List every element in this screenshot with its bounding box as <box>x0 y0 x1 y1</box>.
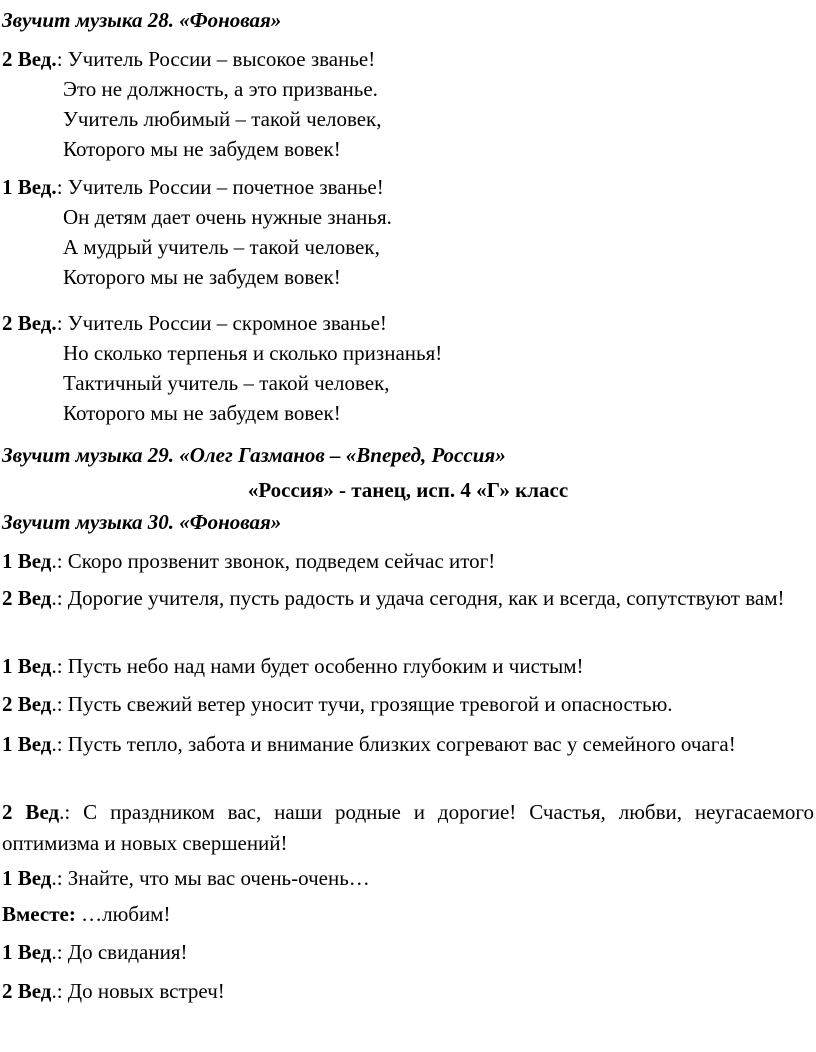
music-cue-30: Звучит музыка 30. «Фоновая» <box>2 510 282 534</box>
speaker-label: 2 Вед. <box>2 47 57 71</box>
speaker-label: 1 Вед. <box>2 175 57 199</box>
stanza-first-line <box>2 44 382 74</box>
dialogue-text: .: Пусть свежий ветер уносит тучи, грозящие тревогой и опасностью. <box>51 692 673 716</box>
dialogue-line <box>2 899 814 930</box>
dialogue-line <box>2 729 814 760</box>
dialogue-text: .: Пусть тепло, забота и внимание близких согревают вас у семейного очага! <box>51 732 736 756</box>
speaker-label: 2 Вед <box>2 692 52 716</box>
dialogue-line <box>2 797 814 859</box>
dialogue-text: .: До свидания! <box>51 940 188 964</box>
stanza-line-text: : Учитель России – почетное званье! <box>56 175 384 199</box>
dialogue-text: .: Скоро прозвенит звонок, подведем сейчас итог! <box>51 549 496 573</box>
stanza-line: Это не должность, а это призванье. <box>63 77 378 101</box>
dialogue-line <box>2 546 814 577</box>
dialogue-line <box>2 937 814 968</box>
dialogue-text: .: Знайте, что мы вас очень-очень… <box>51 866 370 890</box>
speaker-label: 2 Вед <box>2 586 52 610</box>
dialogue-line <box>2 689 814 720</box>
speaker-label: 2 Вед. <box>2 311 57 335</box>
stanza-first-line <box>2 308 442 338</box>
speaker-label: Вместе: <box>2 902 76 926</box>
stanza-line-text: : Учитель России – высокое званье! <box>56 47 376 71</box>
dialogue-line <box>2 863 814 894</box>
stanza-3 <box>2 308 442 428</box>
music-cue-28: Звучит музыка 28. «Фоновая» <box>2 8 282 32</box>
speaker-label: 1 Вед <box>2 732 52 756</box>
music-cue-29: Звучит музыка 29. «Олег Газманов – «Вперед, Россия» <box>2 443 506 467</box>
speaker-label: 1 Вед <box>2 654 52 678</box>
stanza-line: Тактичный учитель – такой человек, <box>63 371 390 395</box>
stanza-line-text: : Учитель России – скромное званье! <box>56 311 387 335</box>
dialogue-line <box>2 651 814 682</box>
speaker-label: 1 Вед <box>2 549 52 573</box>
dance-announcement: «Россия» - танец, исп. 4 «Г» класс <box>247 478 569 502</box>
stanza-line: А мудрый учитель – такой человек, <box>63 235 380 259</box>
dialogue-text: .: Пусть небо над нами будет особенно глубоким и чистым! <box>51 654 584 678</box>
speaker-label: 1 Вед <box>2 866 52 890</box>
dialogue-text: .: С праздником вас, наши родные и дорогие! Счастья, любви, неугасаемого оптимизма и новых свершений! <box>2 800 814 855</box>
stanza-line: Он детям дает очень нужные знанья. <box>63 205 392 229</box>
dialogue-text: .: До новых встреч! <box>51 979 225 1003</box>
stanza-1 <box>2 44 382 164</box>
speaker-label: 2 Вед <box>2 979 52 1003</box>
dialogue-text: .: Дорогие учителя, пусть радость и удача сегодня, как и всегда, сопутствуют вам! <box>51 586 785 610</box>
stanza-line: Учитель любимый – такой человек, <box>63 107 382 131</box>
stanza-first-line <box>2 172 392 202</box>
dialogue-line <box>2 583 814 614</box>
speaker-label: 2 Вед <box>2 800 60 824</box>
stanza-line: Которого мы не забудем вовек! <box>63 401 341 425</box>
dialogue-text: …любим! <box>75 902 171 926</box>
stanza-line: Которого мы не забудем вовек! <box>63 265 341 289</box>
stanza-line: Но сколько терпенья и сколько признанья! <box>63 341 443 365</box>
speaker-label: 1 Вед <box>2 940 52 964</box>
stanza-2 <box>2 172 392 292</box>
stanza-line: Которого мы не забудем вовек! <box>63 137 341 161</box>
dialogue-line <box>2 976 814 1007</box>
